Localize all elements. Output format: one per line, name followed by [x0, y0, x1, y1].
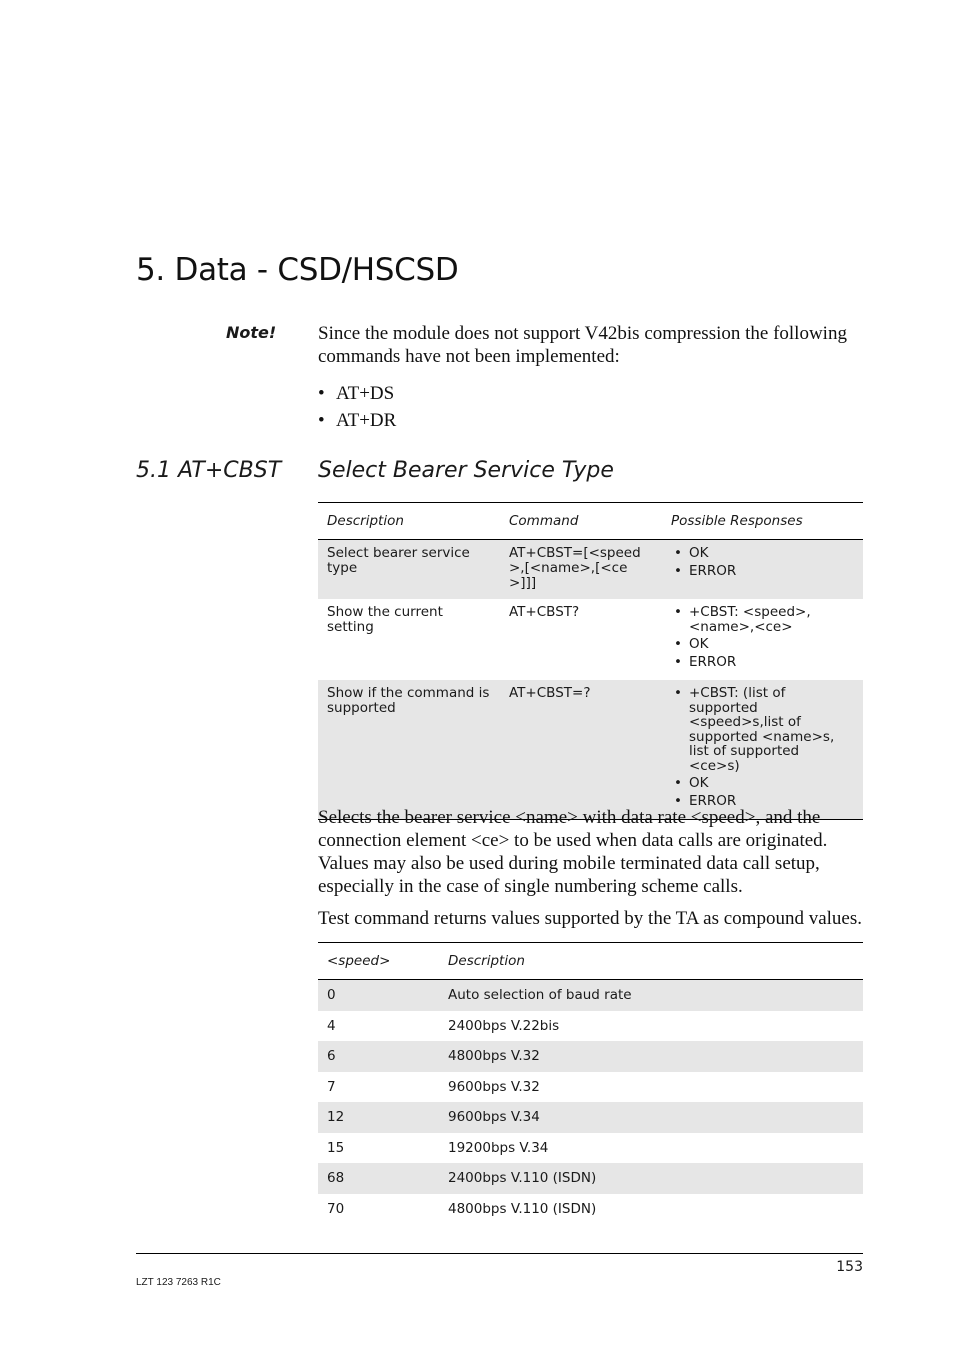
response-item: • OK [671, 546, 854, 561]
section-title: Select Bearer Service Type [318, 458, 614, 483]
row-description: Show if the command is supported [318, 680, 500, 820]
row-responses [662, 599, 863, 680]
speed-description: Auto selection of baud rate [439, 980, 863, 1011]
response-item: • ERROR [671, 655, 854, 670]
list-item-text: AT+DR [336, 410, 397, 431]
command-table [318, 502, 863, 820]
response-item: • OK [671, 776, 854, 791]
column-header-description: Description [318, 503, 500, 540]
table-header-row [318, 503, 863, 540]
row-description: Select bearer service type [318, 540, 500, 600]
list-item: • AT+DS [318, 383, 395, 404]
note-label: Note! [226, 323, 277, 342]
table-row [318, 1102, 863, 1133]
row-responses [662, 680, 863, 820]
speed-value: 4 [327, 1017, 336, 1034]
table-header-row [318, 943, 863, 980]
column-header-responses: Possible Responses [662, 503, 863, 540]
response-item: • +CBST: <speed>,<name>,<ce> [671, 605, 854, 634]
section-number: 5.1 AT+CBST [136, 458, 282, 483]
speed-description: 2400bps V.22bis [448, 1017, 560, 1034]
footer-divider [136, 1253, 863, 1254]
column-header-speed: <speed> [318, 943, 439, 980]
document-id: LZT 123 7263 R1C [136, 1277, 221, 1288]
table-row [318, 1011, 863, 1042]
speed-table [318, 942, 863, 1224]
speed-description: 9600bps V.32 [448, 1078, 540, 1095]
speed-value: 68 [318, 1163, 439, 1194]
table-row [318, 1163, 863, 1194]
response-item: • OK [671, 637, 854, 652]
speed-description: 9600bps V.34 [439, 1102, 863, 1133]
table-row [318, 680, 863, 820]
response-item: • ERROR [671, 794, 854, 809]
table-row [318, 980, 863, 1011]
row-command: AT+CBST=? [500, 680, 662, 820]
speed-value: 70 [327, 1200, 345, 1217]
row-description: Show the current setting [327, 604, 443, 635]
speed-description: 2400bps V.110 (ISDN) [439, 1163, 863, 1194]
list-item: • AT+DR [318, 410, 397, 431]
page-number: 153 [836, 1259, 863, 1275]
table-row [318, 540, 863, 600]
table-row [318, 599, 863, 680]
speed-value: 15 [327, 1139, 345, 1156]
speed-value: 7 [327, 1078, 336, 1095]
list-item-text: AT+DS [336, 383, 395, 404]
speed-description: 19200bps V.34 [448, 1139, 549, 1156]
speed-value: 12 [318, 1102, 439, 1133]
speed-value: 0 [318, 980, 439, 1011]
speed-description: 4800bps V.32 [439, 1041, 863, 1072]
table-row [318, 1194, 863, 1225]
row-responses [662, 540, 863, 600]
speed-description: 4800bps V.110 (ISDN) [448, 1200, 597, 1217]
note-text: Since the module does not support V42bis compression the following commands have not been implemented: [318, 323, 847, 367]
speed-value: 6 [318, 1041, 439, 1072]
response-item: • +CBST: (list of supported <speed>s,list of supported <name>s, list of supported <ce>s) [671, 686, 854, 773]
column-header-command: Command [500, 503, 662, 540]
table-row [318, 1133, 863, 1164]
response-item: • ERROR [671, 564, 854, 579]
table-row [318, 1041, 863, 1072]
body-paragraph: Selects the bearer service <name> with data rate <speed>, and the connection element <ce> to be used when data calls are originated. Values may also be used during mobile terminated data call setup, especially in the case of single numbering scheme calls. [318, 807, 828, 897]
chapter-title: 5. Data - CSD/HSCSD [136, 252, 459, 288]
table-row [318, 1072, 863, 1103]
body-paragraph: Test command returns values supported by the TA as compound values. [318, 908, 862, 929]
row-command: AT+CBST? [509, 604, 580, 620]
column-header-description: Description [439, 943, 863, 980]
row-command: AT+CBST=[<speed>,[<name>,[<ce>]]] [500, 540, 662, 600]
unimplemented-commands-list [318, 382, 396, 436]
